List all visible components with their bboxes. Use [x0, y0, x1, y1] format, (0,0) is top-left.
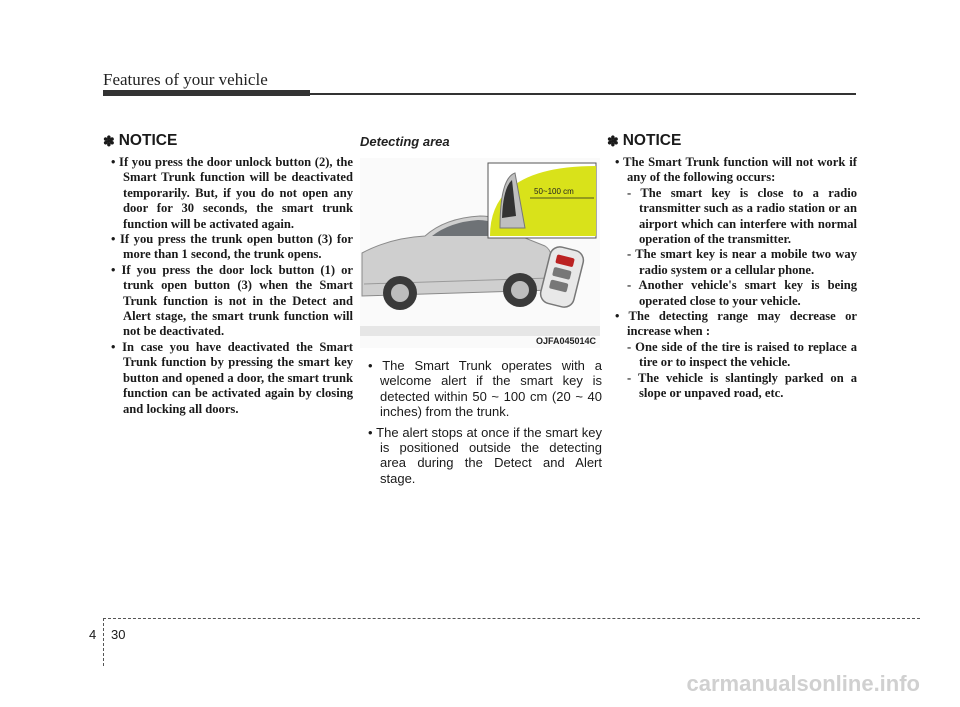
header-rule	[103, 93, 856, 95]
notice-list	[607, 155, 857, 402]
detecting-area-heading: Detecting area	[360, 134, 450, 149]
notice-heading-text: NOTICE	[118, 132, 178, 149]
sub-list-item: - The vehicle is slantingly parked on a slope or unpaved road, etc.	[627, 370, 857, 401]
list-item: • If you press the door lock button (1) or trunk open button (3) when the Smart Trunk function is not in the Detect and Alert stage, the smart trunk function will not be deactivated.	[111, 262, 354, 339]
notice-heading	[607, 132, 857, 150]
list-item: • The Smart Trunk function will not work if any of the following occurs: - The smart key is close to a radio transmitter such as a radio station or an airport which can interfere with normal operation of the transmitter. - The smart key is near a mobile two way radio system or a cellular phone. - Another vehicle's smart key is being operated close to your vehicle.	[615, 155, 857, 308]
list-item: • If you press the trunk open button (3) for more than 1 second, the trunk opens.	[111, 232, 354, 262]
detecting-area-list	[360, 358, 602, 486]
list-item: • The Smart Trunk operates with a welcome alert if the smart key is detected within 50 ~ 100 cm (20 ~ 40 inches) from the trunk.	[368, 358, 602, 420]
sub-list-item: - One side of the tire is raised to replace a tire or to inspect the vehicle.	[627, 339, 857, 370]
detecting-area-figure	[360, 158, 600, 348]
range-label: 50~100 cm	[534, 187, 574, 196]
sub-list	[627, 340, 857, 402]
notice-column-right	[607, 132, 857, 402]
watermark: carmanualsonline.info	[686, 671, 920, 696]
chapter-number: 4	[89, 627, 97, 642]
footer-rule	[103, 618, 920, 619]
notice-heading	[103, 132, 353, 150]
page-number: 30	[111, 627, 126, 642]
notice-star-icon: ✽	[103, 132, 115, 149]
notice-star-icon: ✽	[607, 132, 619, 149]
notice-heading-text: NOTICE	[622, 132, 682, 149]
sub-list-item: - Another vehicle's smart key is being operated close to your vehicle.	[627, 278, 857, 308]
car-smart-key-illustration	[360, 158, 600, 348]
list-item: • If you press the door unlock button (2), the Smart Trunk function will be deactivated temporarily. But, if you do not open any door for 30 seconds, the smart trunk function will be activated again.	[111, 155, 353, 231]
list-item: • In case you have deactivated the Smart Trunk function by pressing the smart key button and opened a door, the smart trunk function can be activated again by closing and locking all doors.	[111, 339, 353, 416]
sub-list-item: - The smart key is near a mobile two way radio system or a cellular phone.	[627, 247, 857, 277]
notice-list	[103, 155, 353, 417]
notice-column-left	[103, 132, 353, 417]
sub-list	[627, 186, 857, 309]
figure-caption: OJFA045014C	[535, 336, 596, 346]
list-item: • The alert stops at once if the smart key is positioned outside the detecting area during the Detect and Alert stage.	[368, 424, 602, 486]
sub-list-item: - The smart key is close to a radio transmitter such as a radio station or an airport which can interfere with normal operation of the transmitter.	[627, 185, 857, 247]
list-item: • The detecting range may decrease or increase when : - One side of the tire is raised to replace a tire or to inspect the vehicle. - The vehicle is slantingly parked on a slope or unpaved road, etc.	[615, 309, 857, 401]
footer-divider	[103, 618, 104, 666]
detecting-area-column	[360, 132, 602, 491]
page-header-title: Features of your vehicle	[103, 70, 268, 89]
